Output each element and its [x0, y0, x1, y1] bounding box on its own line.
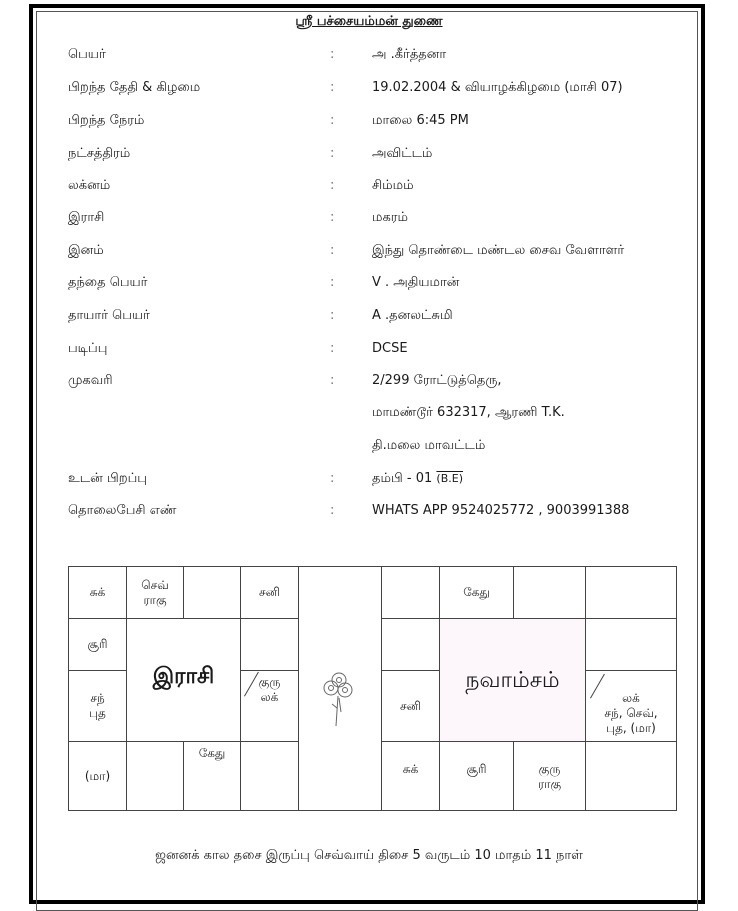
- detail-row: [68, 275, 688, 297]
- detail-row: [68, 210, 688, 232]
- detail-row: [68, 341, 688, 363]
- detail-value-text: இந்து தொண்டை மண்டல சைவ வேளாளர்: [372, 243, 625, 258]
- detail-value-text: V . அதியமான்: [372, 275, 460, 290]
- separator: :: [330, 210, 335, 225]
- page-title: ஸ்ரீ பச்சையம்மன் துணை: [295, 14, 443, 29]
- navamsam-cell-r4c1: [381, 741, 440, 811]
- detail-row: [68, 178, 688, 200]
- rasi-cell-r3c1: [68, 670, 127, 742]
- detail-label: பிறந்த தேதி & கிழமை: [68, 80, 201, 95]
- rasi-cell-r1c2: [126, 566, 184, 619]
- detail-label: லக்னம்: [68, 178, 111, 193]
- detail-row: [68, 80, 688, 102]
- detail-value-suffix: (B.E): [436, 472, 463, 485]
- separator: :: [330, 178, 335, 193]
- separator: :: [330, 243, 335, 258]
- navamsam-title: நவாம்சம்: [465, 667, 560, 693]
- detail-row: [68, 47, 688, 69]
- detail-value: [372, 243, 624, 259]
- detail-label: தாயார் பெயர்: [68, 308, 150, 323]
- detail-row: [68, 146, 688, 168]
- separator: :: [330, 471, 335, 486]
- detail-value: [372, 210, 408, 226]
- detail-value-text: தி.மலை மாவட்டம்: [372, 438, 486, 453]
- rasi-cell-r4c2: [126, 741, 184, 811]
- rasi-cell-text: சனி: [259, 585, 280, 599]
- rasi-cell-r2c1: [68, 618, 127, 671]
- detail-row: [68, 503, 688, 525]
- rasi-cell-r1c3: [183, 566, 241, 619]
- navamsam-cell-r1c3: [513, 566, 586, 619]
- separator: :: [330, 308, 335, 323]
- detail-value: [372, 373, 502, 389]
- detail-value-text: மாமண்டூர் 632317, ஆரணி T.K.: [372, 405, 565, 420]
- detail-value: [372, 178, 414, 194]
- navamsam-cell-text: குரு ராகு: [537, 762, 562, 791]
- separator: :: [330, 373, 335, 388]
- detail-row: [68, 308, 688, 330]
- rasi-cell-text: குரு லக்: [258, 675, 281, 704]
- rasi-cell-r2c4: [240, 618, 299, 671]
- detail-value-text: தம்பி - 01: [372, 471, 437, 486]
- rasi-cell-text: சந் புத: [89, 691, 106, 720]
- detail-label: உடன் பிறப்பு: [68, 471, 147, 486]
- rasi-cell-r4c1: [68, 741, 127, 811]
- detail-value-text: WHATS APP 9524025772 , 9003991388: [372, 503, 630, 518]
- separator: :: [330, 80, 335, 95]
- detail-value-text: மகரம்: [372, 210, 408, 225]
- flower-icon: [318, 668, 360, 730]
- detail-value: [372, 471, 463, 487]
- detail-value-text: மாலை 6:45 PM: [372, 113, 469, 128]
- navamsam-center: [439, 618, 586, 742]
- detail-value: [372, 275, 459, 291]
- detail-row: [68, 243, 688, 265]
- rasi-cell-text: சுக்: [89, 585, 106, 599]
- separator: :: [330, 341, 335, 356]
- rasi-cell-r4c4: [240, 741, 299, 811]
- rasi-cell-text: (மா): [84, 768, 111, 783]
- navamsam-cell-text: கேது: [463, 585, 490, 599]
- detail-value-text: 2/299 ரோட்டுத்தெரு,: [372, 373, 502, 388]
- dasa-balance-text: ஜனனக் கால தசை இருப்பு செவ்வாய் திசை 5 வருடம் 10 மாதம் 11 நாள்: [155, 848, 583, 863]
- navamsam-cell-r3c1: [381, 670, 440, 742]
- separator: :: [330, 503, 335, 518]
- rasi-cell-r1c4: [240, 566, 299, 619]
- detail-value: [372, 47, 446, 63]
- detail-label: முகவரி: [68, 373, 113, 388]
- detail-label: இனம்: [68, 243, 104, 258]
- detail-value-text: அ .கீர்த்தனா: [372, 47, 447, 62]
- detail-row: [68, 113, 688, 135]
- navamsam-cell-r2c4: [585, 618, 677, 671]
- rasi-title: இராசி: [152, 664, 215, 689]
- detail-value: [372, 503, 629, 518]
- detail-value-text: 19.02.2004 & வியாழக்கிழமை (மாசி 07): [372, 80, 623, 95]
- detail-label: தந்தை பெயர்: [68, 275, 148, 290]
- navamsam-cell-text: சனி: [400, 698, 421, 713]
- separator: :: [330, 113, 335, 128]
- navamsam-cell-r1c2: [439, 566, 514, 619]
- separator: :: [330, 146, 335, 161]
- navamsam-cell-r4c2: [439, 741, 514, 811]
- detail-row: [68, 471, 688, 493]
- rasi-center: [126, 618, 241, 742]
- navamsam-cell-r2c1: [381, 618, 440, 671]
- detail-row: [68, 438, 688, 460]
- navamsam-cell-text: சூரி: [466, 762, 487, 776]
- detail-row: [68, 405, 688, 427]
- detail-label: பிறந்த நேரம்: [68, 113, 145, 128]
- separator: :: [330, 275, 335, 290]
- rasi-cell-r3c4: [240, 670, 299, 742]
- detail-value-text: அவிட்டம்: [372, 146, 433, 161]
- detail-value-text: சிம்மம்: [372, 178, 414, 193]
- rasi-cell-text: செவ் ராகு: [141, 577, 169, 607]
- detail-value: [372, 113, 469, 129]
- detail-row: [68, 373, 688, 395]
- detail-value: [372, 146, 432, 162]
- detail-value: [372, 438, 485, 454]
- detail-value-text: DCSE: [372, 341, 408, 356]
- navamsam-cell-r1c1: [381, 566, 440, 619]
- detail-value: [372, 341, 408, 356]
- detail-label: படிப்பு: [68, 341, 108, 356]
- rasi-cell-text: சூரி: [87, 637, 108, 651]
- detail-value-text: A .தனலட்சுமி: [372, 308, 453, 323]
- detail-value: [372, 405, 565, 421]
- rasi-cell-r4c3: [183, 741, 241, 811]
- navamsam-cell-r4c3: [513, 741, 586, 811]
- rasi-cell-r1c1: [68, 566, 127, 619]
- navamsam-cell-text: சுக்: [402, 762, 419, 776]
- detail-label: இராசி: [68, 210, 105, 225]
- rasi-cell-text: கேது: [198, 746, 226, 760]
- navamsam-cell-r4c4: [585, 741, 677, 811]
- navamsam-cell-r1c4: [585, 566, 677, 619]
- navamsam-cell-text: லக் சந், செவ், புத, (மா): [604, 690, 658, 735]
- detail-label: நட்சத்திரம்: [68, 146, 131, 161]
- detail-label: தொலைபேசி எண்: [68, 503, 177, 518]
- detail-value: [372, 308, 453, 324]
- detail-label: பெயர்: [68, 47, 106, 62]
- separator: :: [330, 47, 335, 62]
- detail-value: [372, 80, 623, 96]
